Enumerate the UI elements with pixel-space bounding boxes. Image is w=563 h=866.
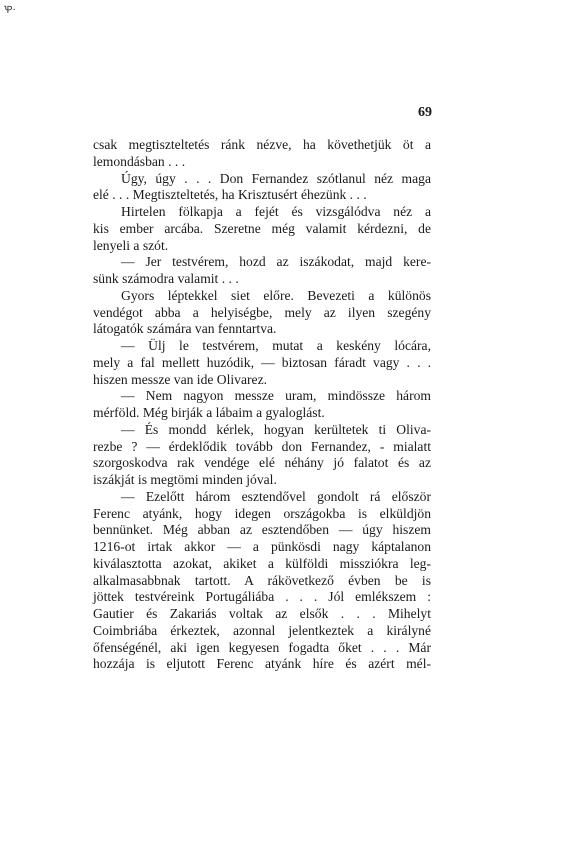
text-line: hiszen messze van ide Olivarez. (93, 371, 268, 387)
text-line: kis ember arcába. Szeretne még valamit kérdezni, de (93, 220, 431, 236)
text-line: mely a fal mellett huzódik, — biztosan fáradt vagy . . . (93, 354, 431, 370)
text-line: elé . . . Megtiszteltetés, ha Krisztusért éhezünk . . . (93, 187, 367, 203)
text-line: lemondásban . . . (93, 153, 186, 169)
text-line: vendégot abba a helyiségbe, mely az ilyen szegény (93, 304, 431, 320)
text-line: — Ezelőtt három esztendővel gondolt rá először (121, 488, 431, 504)
text-line: Hirtelen fölkapja a fejét és vizsgálódva néz a (121, 204, 431, 219)
corner-mark: Ꝕ· (4, 5, 16, 16)
text-line: — És mondd kérlek, hogyan kerültetek ti Oliva- (121, 421, 431, 437)
text-line: hozzája is eljutott Ferenc atyánk híre és azért mél- (93, 656, 431, 672)
body-text (93, 137, 431, 673)
text-line: — Jer testvérem, hozd az iszákodat, majd kere- (121, 254, 431, 270)
text-line: csak megtiszteltetés ránk nézve, ha követhetjük öt a (93, 137, 431, 152)
page-number: 69 (418, 105, 432, 120)
text-line: alkalmasabbnak tartott. A rákövetkező évben be is (93, 572, 431, 588)
text-line: Gyors léptekkel siet előre. Bevezeti a különös (121, 287, 431, 303)
text-line: mérföld. Még birják a lábaim a gyaloglást. (93, 405, 325, 420)
text-line: Coimbriába érkeztek, azonnal jelentkeztek a királyné (93, 622, 431, 638)
text-line: kiválasztotta azokat, akiket a külföldi missziókra leg- (93, 555, 431, 571)
text-line: 1216-ot irtak akkor — a pünkösdi nagy káptalanon (93, 539, 431, 554)
text-line: lenyeli a szót. (93, 237, 169, 253)
text-line: — Ülj le testvérem, mutat a keskény lócára, (121, 338, 431, 353)
text-line: — Nem nagyon messze uram, mindössze három (121, 388, 431, 404)
text-line: Gautier és Zakariás voltak az elsők . . . Mihelyt (93, 606, 431, 621)
text-line: sünk számodra valamit . . . (93, 271, 239, 286)
text-line: bennünket. Még abban az esztendőben — úgy hiszem (93, 522, 431, 538)
text-line: jöttek testvéreink Portugáliába . . . Jól emlékszem : (93, 589, 431, 605)
text-line: rezbe ? — érdeklődik tovább don Fernandez, - mialatt (93, 438, 431, 454)
text-line: Úgy, úgy . . . Don Fernandez szótlanul néz maga (121, 170, 431, 186)
text-line: látogatók számára van fenntartva. (93, 321, 277, 337)
text-line: szorgoskodva rak vendége elé néhány jó falatot és az (93, 455, 431, 471)
text-line: Ferenc atyánk, hogy idegen országokba is elküldjön (93, 505, 431, 521)
text-line: őfenségénél, aki igen kegyesen fogadta őket . . . Már (93, 639, 431, 655)
text-line: iszákját is megtömi minden jóval. (93, 472, 277, 487)
